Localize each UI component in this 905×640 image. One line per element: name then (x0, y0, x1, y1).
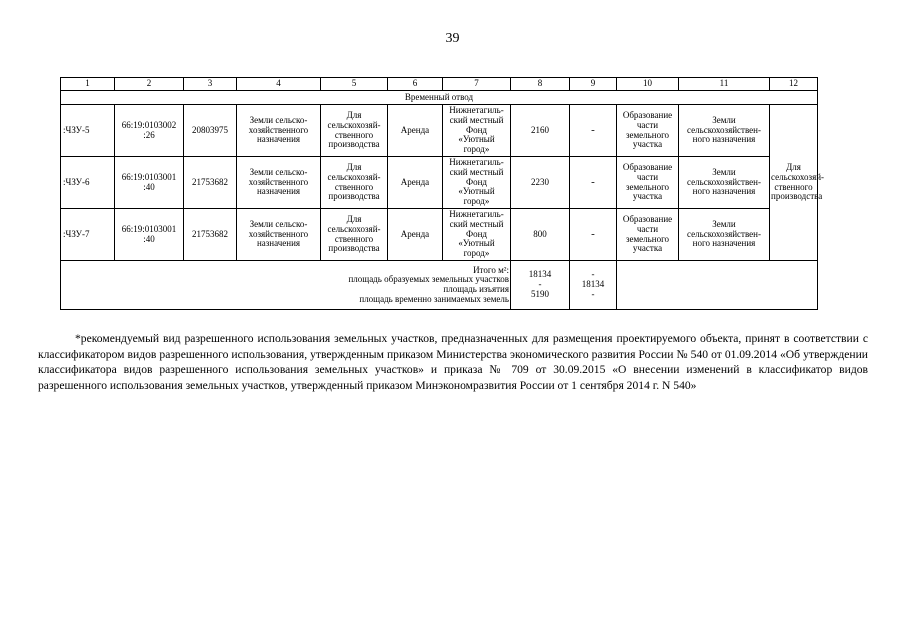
plot-area: 20803975 (184, 105, 237, 157)
column-header: 4 (237, 78, 321, 91)
column-header: 12 (770, 78, 818, 91)
withdrawal-area: - (570, 157, 617, 209)
permitted-use: Для сельскохозяй- ственного производства (321, 209, 388, 261)
section-title: Временный отвод (61, 91, 818, 105)
column-header: 10 (617, 78, 679, 91)
page-number: 39 (445, 31, 460, 46)
plot-designation: :ЧЗУ-6 (61, 157, 115, 209)
column-number-row (61, 78, 818, 91)
column-header: 8 (511, 78, 570, 91)
right-type: Аренда (388, 157, 443, 209)
land-category: Земли сельско- хозяйственного назначения (237, 157, 321, 209)
column-header: 11 (679, 78, 770, 91)
formed-area: 2160 (511, 105, 570, 157)
totals-empty (617, 261, 818, 310)
new-land-category: Земли сельскохозяйствен- ного назначения (679, 209, 770, 261)
formation-method: Образование части земельного участка (617, 157, 679, 209)
table-row (61, 105, 818, 157)
withdrawal-area: - (570, 209, 617, 261)
totals-labels: Итого м²: площадь образуемых земельных участков площадь изъятия площадь временно занимаемых земель (61, 261, 511, 310)
formed-area: 2230 (511, 157, 570, 209)
new-permitted-use: Для сельскохозяй- ственного производства (770, 105, 818, 261)
plot-designation: :ЧЗУ-5 (61, 105, 115, 157)
rights-holder: Нижнетагиль- ский местный Фонд «Уютный город» (443, 209, 511, 261)
totals-row (61, 261, 818, 310)
land-plots-table (60, 77, 825, 310)
column-header: 7 (443, 78, 511, 91)
new-land-category: Земли сельскохозяйствен- ного назначения (679, 157, 770, 209)
land-category: Земли сельско- хозяйственного назначения (237, 105, 321, 157)
column-header: 5 (321, 78, 388, 91)
formation-method: Образование части земельного участка (617, 105, 679, 157)
column-header: 9 (570, 78, 617, 91)
new-land-category: Земли сельскохозяйствен- ного назначения (679, 105, 770, 157)
permitted-use: Для сельскохозяй- ственного производства (321, 157, 388, 209)
section-row (61, 91, 818, 105)
right-type: Аренда (388, 105, 443, 157)
plot-designation: :ЧЗУ-7 (61, 209, 115, 261)
rights-holder: Нижнетагиль- ский местный Фонд «Уютный город» (443, 157, 511, 209)
withdrawal-area: - (570, 105, 617, 157)
column-header: 1 (61, 78, 115, 91)
right-type: Аренда (388, 209, 443, 261)
formed-area: 800 (511, 209, 570, 261)
table-row (61, 157, 818, 209)
table-row (61, 209, 818, 261)
permitted-use: Для сельскохозяй- ственного производства (321, 105, 388, 157)
column-header: 3 (184, 78, 237, 91)
cadastral-number: 66:19:0103001 :40 (115, 209, 184, 261)
formation-method: Образование части земельного участка (617, 209, 679, 261)
rights-holder: Нижнетагиль- ский местный Фонд «Уютный город» (443, 105, 511, 157)
plot-area: 21753682 (184, 209, 237, 261)
land-category: Земли сельско- хозяйственного назначения (237, 209, 321, 261)
cadastral-number: 66:19:0103002 :26 (115, 105, 184, 157)
totals-col9: - 18134 - (570, 261, 617, 310)
cadastral-number: 66:19:0103001 :40 (115, 157, 184, 209)
column-header: 6 (388, 78, 443, 91)
plot-area: 21753682 (184, 157, 237, 209)
column-header: 2 (115, 78, 184, 91)
totals-col8: 18134 - 5190 (511, 261, 570, 310)
footnote: *рекомендуемый вид разрешенного использования земельных участков, предназначенных для размещения проектируемого объекта, принят в соответствии с классификатором видов разрешенного использования, утвержденным приказом Министерства экономического развития России № 540 от 01.09.2014 «Об утверждении классификатора видов разрешенного использования земельных участков» и приказа № 709 от 30.09.2015 «О внесении изменений в классификатор видов разрешенного использования земельных участков, утвержденный приказом Минэкономразвития России от 1 сентября 2014 г. N 540» (38, 332, 868, 392)
